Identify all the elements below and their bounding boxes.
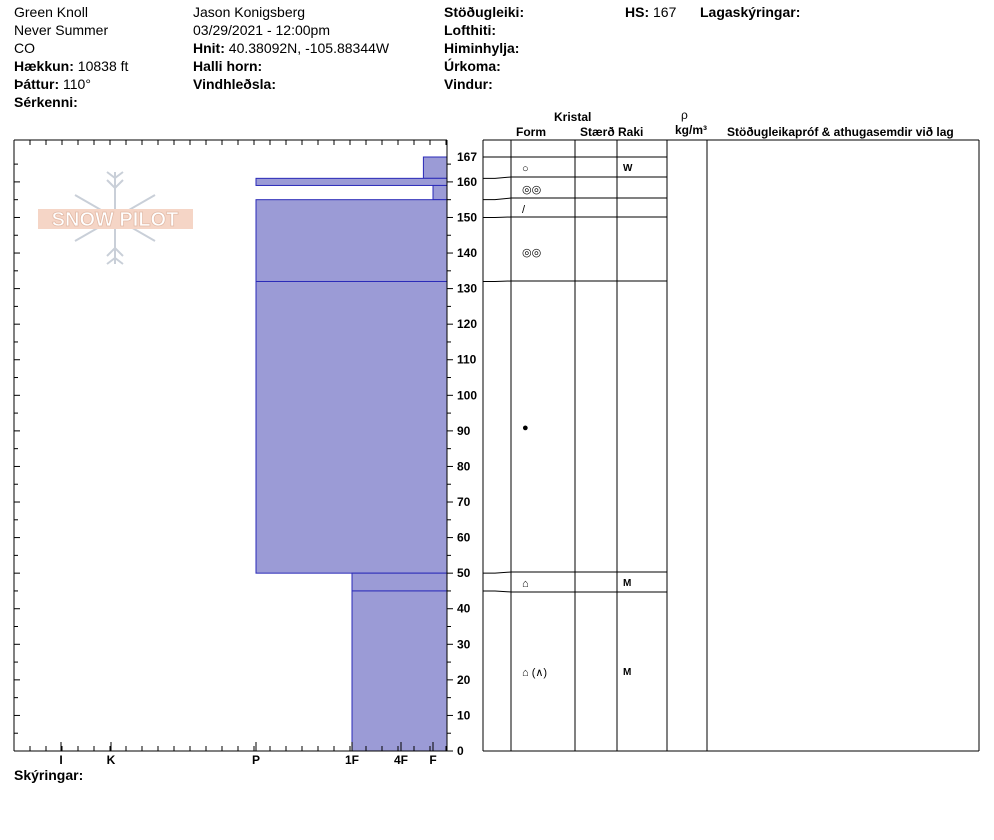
observation-datetime: 03/29/2021 - 12:00pm: [193, 22, 330, 38]
crystal-form-symbol: ⌂: [522, 578, 529, 590]
hs-label: HS:: [625, 4, 650, 20]
crystal-form-symbol: /: [522, 204, 526, 216]
hardness-layer: [352, 573, 447, 591]
hardness-tick-label: 4F: [393, 753, 409, 767]
density-unit-header: kg/m³: [675, 123, 708, 137]
logo-text: SNOW PILOT: [51, 209, 179, 231]
notes-label: Skýringar:: [14, 767, 84, 783]
moisture-code: W: [623, 163, 633, 174]
area-name: Never Summer: [14, 22, 109, 38]
crystal-form-symbol: ◎◎: [522, 247, 542, 259]
height-tick-label: 20: [457, 672, 471, 687]
height-tick-label: 10: [457, 708, 471, 723]
height-tick-label: 40: [457, 601, 471, 616]
stability-tests-header: Stöðugleikapróf & athugasemdir við lag: [727, 125, 954, 139]
hardness-tick-label: P: [251, 753, 261, 767]
hardness-layer: [352, 591, 447, 751]
snowpilot-logo: [38, 172, 193, 264]
crystal-form-symbol: ◎◎: [522, 184, 542, 196]
height-tick-label: 130: [457, 281, 478, 296]
height-tick-label: 70: [457, 495, 471, 510]
height-tick-label: 120: [457, 317, 478, 332]
crystal-form-symbol: ○: [522, 163, 529, 175]
height-tick-label: 100: [457, 388, 478, 403]
rho-header: ρ: [681, 108, 688, 122]
layer-notes-label: Lagaskýringar:: [700, 4, 801, 20]
height-tick-label: 160: [457, 174, 478, 189]
crystal-header: Kristal: [554, 110, 592, 124]
state-name: CO: [14, 40, 35, 56]
hardness-tick-label: 1F: [344, 753, 360, 767]
observer-name: Jason Konigsberg: [193, 4, 306, 20]
height-tick-label: 80: [457, 459, 471, 474]
height-tick-label: 90: [457, 423, 471, 438]
crystal-form-symbol: ⌂ (∧): [522, 667, 548, 679]
height-tick-label: 30: [457, 637, 471, 652]
moisture-code: M: [623, 667, 632, 678]
hardness-tick-label: I: [59, 753, 63, 767]
form-header: Form: [516, 125, 546, 139]
height-tick-label: 167: [457, 150, 478, 164]
hardness-layer: [256, 178, 447, 185]
hardness-layer: [256, 281, 447, 573]
crystal-form-symbol: ●: [522, 422, 529, 434]
air-temp-label: Lofthiti:: [444, 22, 497, 38]
wind-loading-label: Vindhleðsla:: [193, 76, 276, 92]
precipitation-label: Úrkoma:: [444, 58, 501, 74]
height-tick-label: 150: [457, 210, 478, 225]
location-name: Green Knoll: [14, 4, 88, 20]
coordinates-label: Hnit:: [193, 40, 225, 56]
height-tick-label: 60: [457, 530, 471, 545]
size-header: Stærð: [580, 125, 615, 139]
layer-connector: [483, 591, 511, 592]
height-tick-label: 0: [457, 744, 464, 758]
moisture-code: M: [623, 578, 632, 589]
features-label: Sérkenni:: [14, 94, 78, 110]
coordinates-value: 40.38092N, -105.88344W: [228, 40, 390, 56]
aspect-value: 110°: [63, 76, 91, 92]
hardness-layer: [433, 185, 447, 199]
moisture-header: Raki: [618, 125, 644, 139]
hardness-tick-label: F: [429, 753, 437, 767]
hardness-layer: [423, 157, 447, 178]
elevation-value: 10838 ft: [77, 58, 129, 74]
sky-cover-label: Himinhylja:: [444, 40, 520, 56]
height-tick-label: 110: [457, 352, 477, 367]
hardness-tick-label: K: [106, 753, 116, 767]
height-tick-label: 50: [457, 566, 471, 581]
slope-angle-label: Halli horn:: [193, 58, 263, 74]
layer-connector: [483, 572, 511, 573]
stability-label: Stöðugleiki:: [444, 4, 525, 20]
wind-label: Vindur:: [444, 76, 493, 92]
elevation-label: Hækkun:: [14, 58, 74, 74]
aspect-label: Þáttur:: [14, 76, 60, 92]
hs-value: 167: [653, 4, 677, 20]
layer-connector: [483, 177, 511, 178]
layer-connector: [483, 198, 511, 200]
hardness-layer: [256, 200, 447, 282]
height-tick-label: 140: [457, 246, 478, 261]
